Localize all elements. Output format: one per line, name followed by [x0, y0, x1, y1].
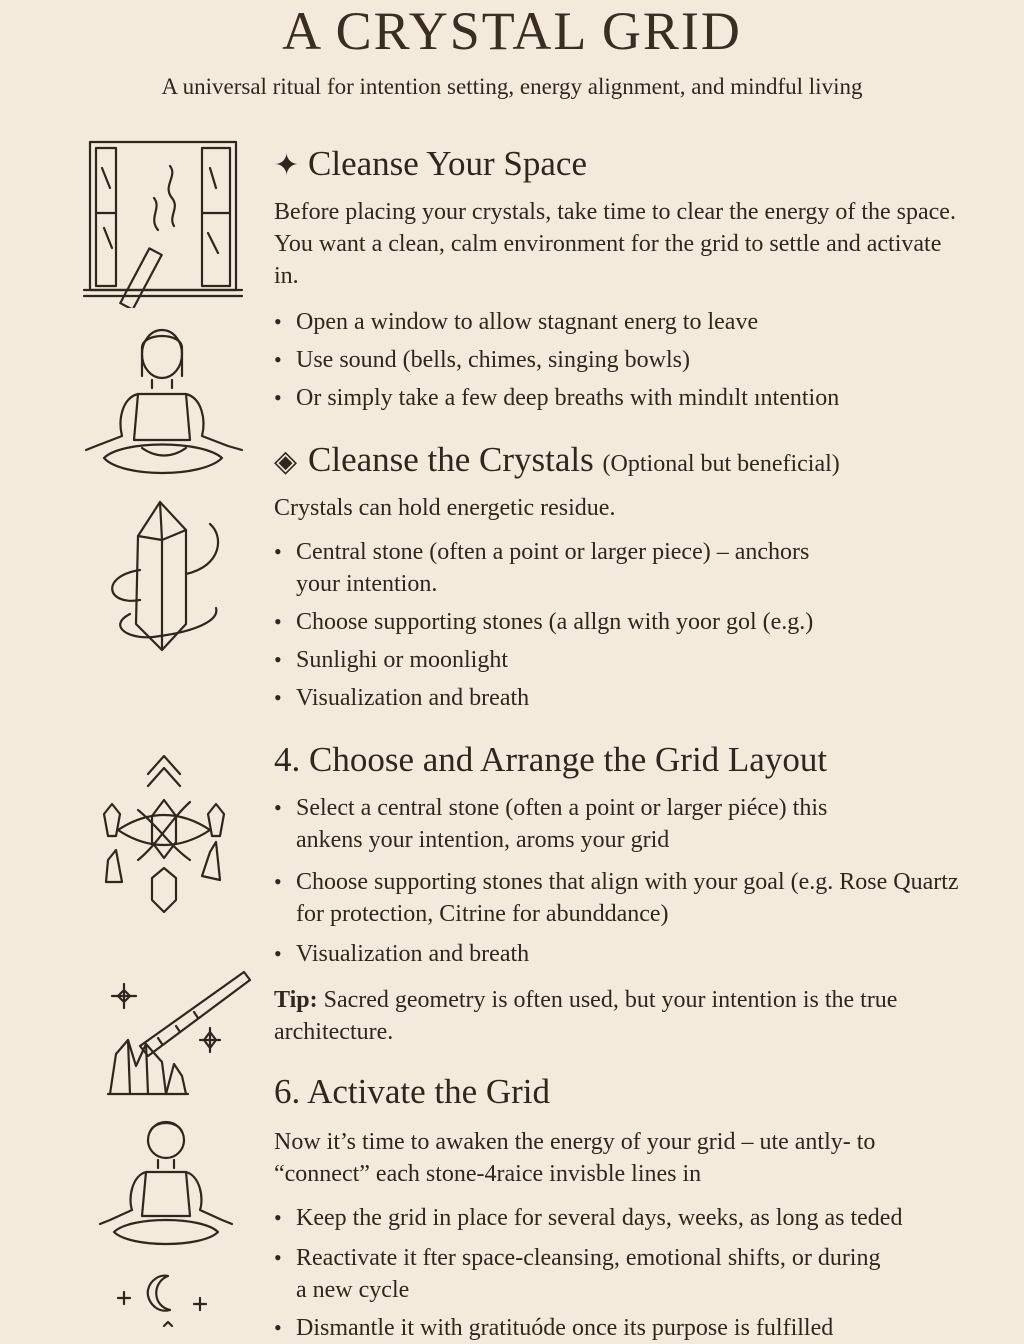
section-cleanse-space-paragraph: Before placing your crystals, take time to clear the energy of the space. You want a clean, calm environment for the grid to settle and activate in. — [274, 199, 956, 289]
meditating-person-icon — [82, 328, 248, 480]
moon-stars-icon — [116, 1270, 216, 1331]
tip-callout — [274, 984, 964, 1048]
diamond-icon: ◈ — [274, 445, 298, 478]
section-activate-heading: 6. Activate the Grid — [274, 1072, 551, 1111]
list-item: • Or simply take a few deep breaths with mindılt ıntention — [274, 382, 1014, 414]
list-item: • Central stone (often a point or larger piece) – anchors your intention. — [274, 536, 834, 600]
crystal-swirl-icon — [100, 496, 230, 656]
list-item: • Sunlighi or moonlight — [274, 644, 1014, 676]
section-activate-list — [274, 1202, 1014, 1240]
list-item: • Reactivate it fter space-cleansing, emotional shifts, or during a new cycle — [274, 1242, 894, 1306]
section-grid-layout-list-more — [274, 866, 974, 970]
list-item: • Choose supporting stones that align with your goal (e.g. Rose Quartz for protection, Citrine for abunddance) — [274, 866, 974, 930]
tip-label: Tip: — [274, 987, 318, 1013]
window-incense-icon — [82, 138, 244, 308]
sparkle-icon: ✦ — [274, 149, 300, 182]
list-item: • Open a window to allow stagnant energ to leave — [274, 306, 1014, 338]
list-item: • Visualization and breath — [274, 682, 1014, 714]
section-cleanse-crystals-paragraph: Crystals can hold energetic residue. — [274, 495, 616, 521]
section-cleanse-crystals-list — [274, 536, 834, 606]
section-cleanse-space-heading: ✦ Cleanse Your Space — [274, 144, 587, 186]
section-grid-layout-heading: 4. Choose and Arrange the Grid Layout — [274, 740, 828, 779]
section-cleanse-crystals-heading: ◈ Cleanse the Crystals (Optional but beneficial) — [274, 440, 840, 484]
page-title: A CRYSTAL GRID — [282, 1, 742, 61]
list-item: • Visualization and breath — [274, 938, 974, 970]
section-cleanse-crystals-list-more — [274, 606, 1014, 714]
heading-note: (Optional but beneficial) — [602, 451, 840, 477]
list-item: • Choose supporting stones (a allgn with yoor gol (e.g.) — [274, 606, 1014, 638]
list-item: • Use sound (bells, chimes, singing bowls) — [274, 344, 1014, 376]
list-item: • Keep the grid in place for several days, weeks, as long as teded — [274, 1202, 1014, 1234]
section-activate-list-more — [274, 1242, 894, 1344]
crystal-grid-icon — [98, 750, 230, 920]
page-subtitle: A universal ritual for intention setting, energy alignment, and mindful living — [161, 74, 863, 99]
tip-text: Sacred geometry is often used, but your intention is the true architecture. — [274, 987, 898, 1045]
wand-crystal-icon — [106, 966, 256, 1100]
section-activate-paragraph: Now it’s time to awaken the energy of your grid – ute antly- to “connect” each stone-4raice invisble lines in — [274, 1129, 876, 1187]
meditating-person-icon — [98, 1118, 234, 1250]
list-item: • Dismantle it with gratituóde once its purpose is fulfilled — [274, 1312, 894, 1344]
section-grid-layout-list — [274, 792, 894, 864]
list-item: • Select a central stone (often a point or larger piéce) this ankens your intention, aroms your grid — [274, 792, 894, 856]
section-cleanse-space-list — [274, 306, 1014, 414]
